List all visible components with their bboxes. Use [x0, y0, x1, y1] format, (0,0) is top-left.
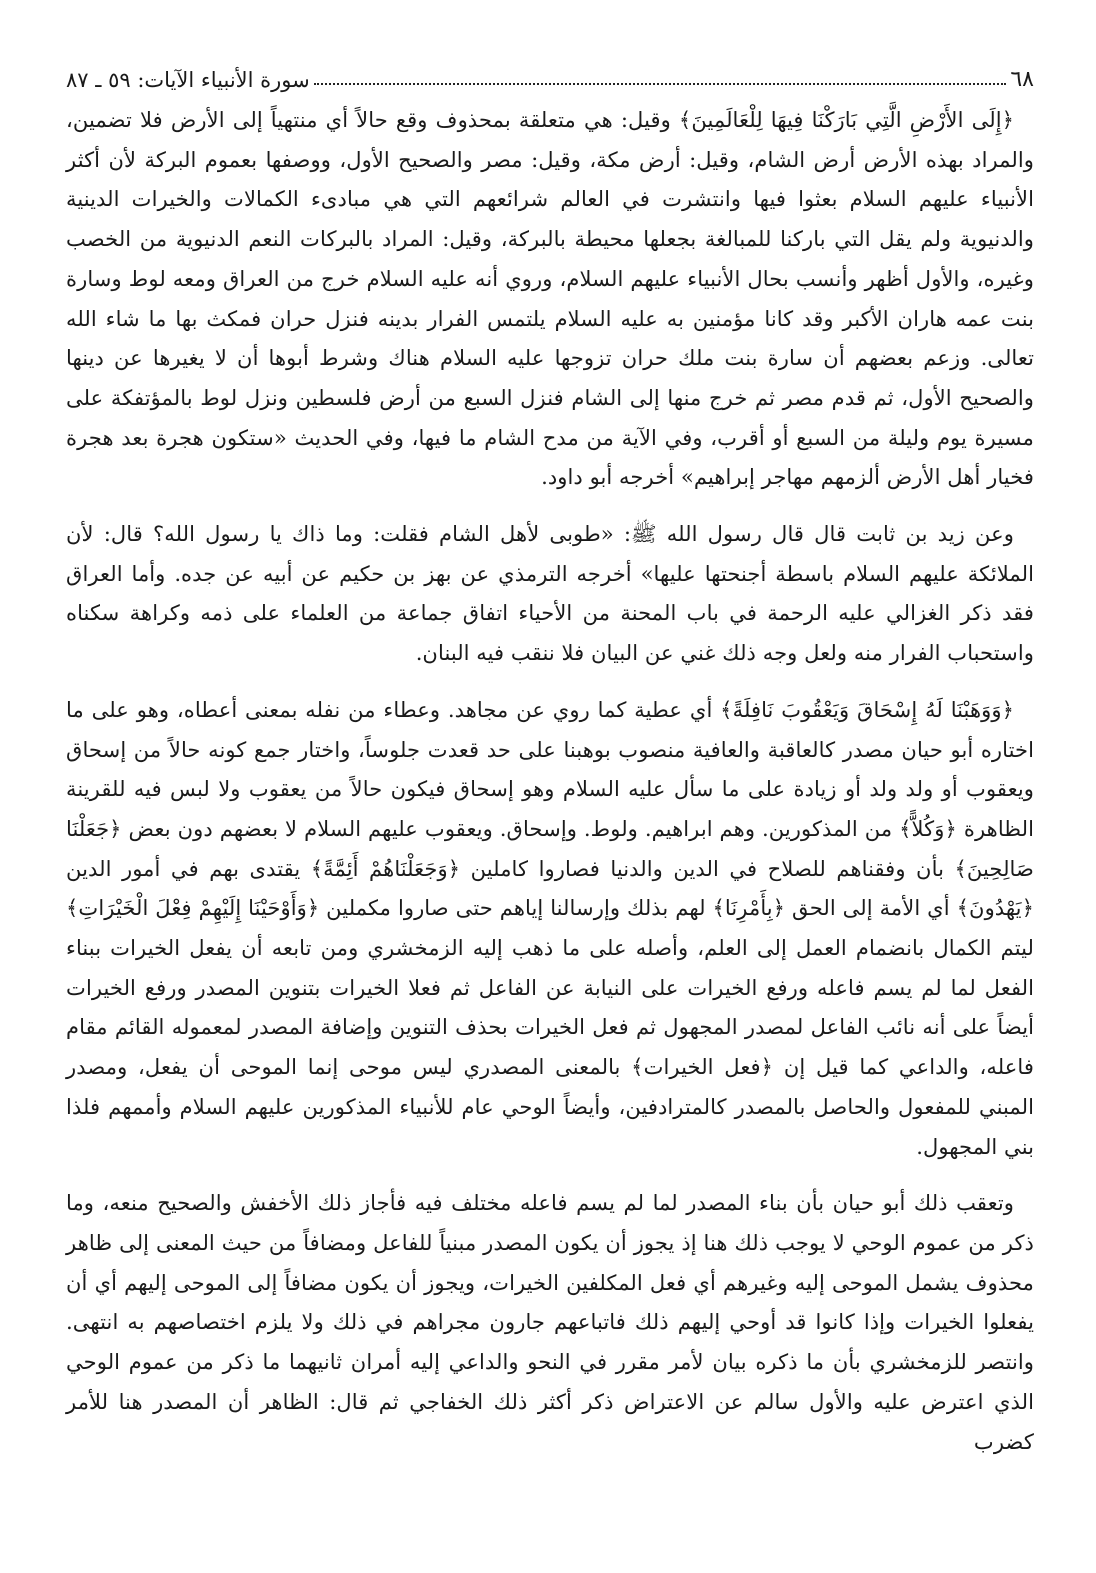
paragraph-1: ﴿إِلَى الأَرْضِ الَّتِي بَارَكْنَا فِيهَا لِلْعَالَمِينَ﴾ وقيل: هي متعلقة بمحذوف وقع حالاً أي منتهياً إلى الأرض فلا تضمين، والمراد بهذه الأرض أرض الشام، وقيل: أرض مكة، وقيل: مصر والصحيح الأول، ووصفها بعموم البركة لأن أكثر الأنبياء عليهم السلام بعثوا فيها وانتشرت في العالم شرائعهم التي هي مبادىء الكمالات والخيرات الدينية والدنيوية ولم يقل التي باركنا للمبالغة بجعلها محيطة بالبركة، وقيل: المراد بالبركات النعم الدنيوية من الخصب وغيره، والأول أظهر وأنسب بحال الأنبياء عليهم السلام، وروي أنه عليه السلام خرج من العراق ومعه لوط وسارة بنت عمه هاران الأكبر وقد كانا مؤمنين به عليه السلام يلتمس الفرار بدينه فنزل حران فمكث بها ما شاء الله تعالى. وزعم بعضهم أن سارة بنت ملك حران تزوجها عليه السلام هناك وشرط أبوها أن لا يغيرها عن دينها والصحيح الأول، ثم قدم مصر ثم خرج منها إلى الشام فنزل السبع من أرض فلسطين ونزل لوط بالمؤتفكة على مسيرة يوم وليلة من السبع أو أقرب، وفي الآية من مدح الشام ما فيها، وفي الحديث «ستكون هجرة بعد هجرة فخيار أهل الأرض ألزمهم مهاجر إبراهيم» أخرجه أبو داود.: [66, 107, 1034, 490]
page-number: ٦٨: [1010, 67, 1034, 92]
paragraph-4: وتعقب ذلك أبو حيان بأن بناء المصدر لما لم يسم فاعله مختلف فيه فأجاز ذلك الأخفش والصحيح منعه، وما ذكر من عموم الوحي لا يوجب ذلك هنا إذ يجوز أن يكون المصدر مبنياً للفاعل ومضافاً من حيث المعنى إلى ظاهر محذوف يشمل الموحى إليه وغيرهم أي فعل المكلفين الخيرات، ويجوز أن يكون مضافاً إلى الموحى إليهم أي أن يفعلوا الخيرات وإذا كانوا قد أوحي إليهم ذلك فاتباعهم جارون مجراهم في ذلك ولا يلزم اختصاصهم به انتهى. وانتصر للزمخشري بأن ما ذكره بيان لأمر مقرر في النحو والداعي إليه أمران ثانيهما ما ذكر من عموم الوحي الذي اعترض عليه والأول سالم عن الاعتراض ذكر أكثر ذلك الخفاجي ثم قال: الظاهر أن المصدر هنا للأمر كضرب: [66, 1190, 1034, 1454]
page-body: [66, 100, 1034, 1461]
paragraph-3: ﴿وَوَهَبْنَا لَهُ إِسْحَاقَ وَيَعْقُوبَ نَافِلَةً﴾ أي عطية كما روي عن مجاهد. وعطاء من نفله بمعنى أعطاه، وهو على ما اختاره أبو حيان مصدر كالعاقبة والعافية منصوب بوهبنا على حد قعدت جلوساً، واختار جمع كونه حالاً من إسحاق ويعقوب أو ولد ولد أو زيادة على ما سأل عليه السلام وهو إسحاق فيكون حالاً من يعقوب ولا لبس فيه للقرينة الظاهرة ﴿وَكُلاًّ﴾ من المذكورين. وهم ابراهيم. ولوط. وإسحاق. ويعقوب عليهم السلام لا بعضهم دون بعض ﴿جَعَلْنَا صَالِحِينَ﴾ بأن وفقناهم للصلاح في الدين والدنيا فصاروا كاملين ﴿وَجَعَلْنَاهُمْ أَئِمَّةً﴾ يقتدى بهم في أمور الدين ﴿يَهْدُونَ﴾ أي الأمة إلى الحق ﴿بِأَمْرِنَا﴾ لهم بذلك وإرسالنا إياهم حتى صاروا مكملين ﴿وَأَوْحَيْنَا إِلَيْهِمْ فِعْلَ الْخَيْرَاتِ﴾ ليتم الكمال بانضمام العمل إلى العلم، وأصله على ما ذهب إليه الزمخشري ومن تابعه أن يفعل الخيرات ببناء الفعل لما لم يسم فاعله ورفع الخيرات على النيابة عن الفاعل ثم فعلا الخيرات بتنوين المصدر ورفع الخيرات أيضاً على أنه نائب الفاعل لمصدر المجهول ثم فعل الخيرات بحذف التنوين وإضافة المصدر لمعموله القائم مقام فاعله، والداعي كما قيل إن ﴿فعل الخيرات﴾ بالمعنى المصدري ليس موحى إنما الموحى أن يفعل، ومصدر المبني للمفعول والحاصل بالمصدر كالمترادفين، وأيضاً الوحي عام للأنبياء المذكورين عليهم السلام وأممهم فلذا بني المجهول.: [66, 696, 1034, 1159]
running-head-dotted-leader: [314, 83, 1007, 85]
paragraph-2: وعن زيد بن ثابت قال قال رسول الله ﷺ: «طوبى لأهل الشام فقلت: وما ذاك يا رسول الله؟ قال: لأن الملائكة عليهم السلام باسطة أجنحتها عليها» أخرجه الترمذي عن بهز بن حكيم عن أبيه عن جده. وأما العراق فقد ذكر الغزالي عليه الرحمة في باب المحنة من الأحياء اتفاق جماعة من العلماء على ذمه وكراهة سكناه واستحباب الفرار منه ولعل وجه ذلك غني عن البيان فلا ننقب فيه البنان.: [66, 521, 1034, 666]
running-head-title: سورة الأنبياء الآيات: ٥٩ ـ ٨٧: [66, 68, 310, 92]
running-head: [66, 52, 1034, 92]
